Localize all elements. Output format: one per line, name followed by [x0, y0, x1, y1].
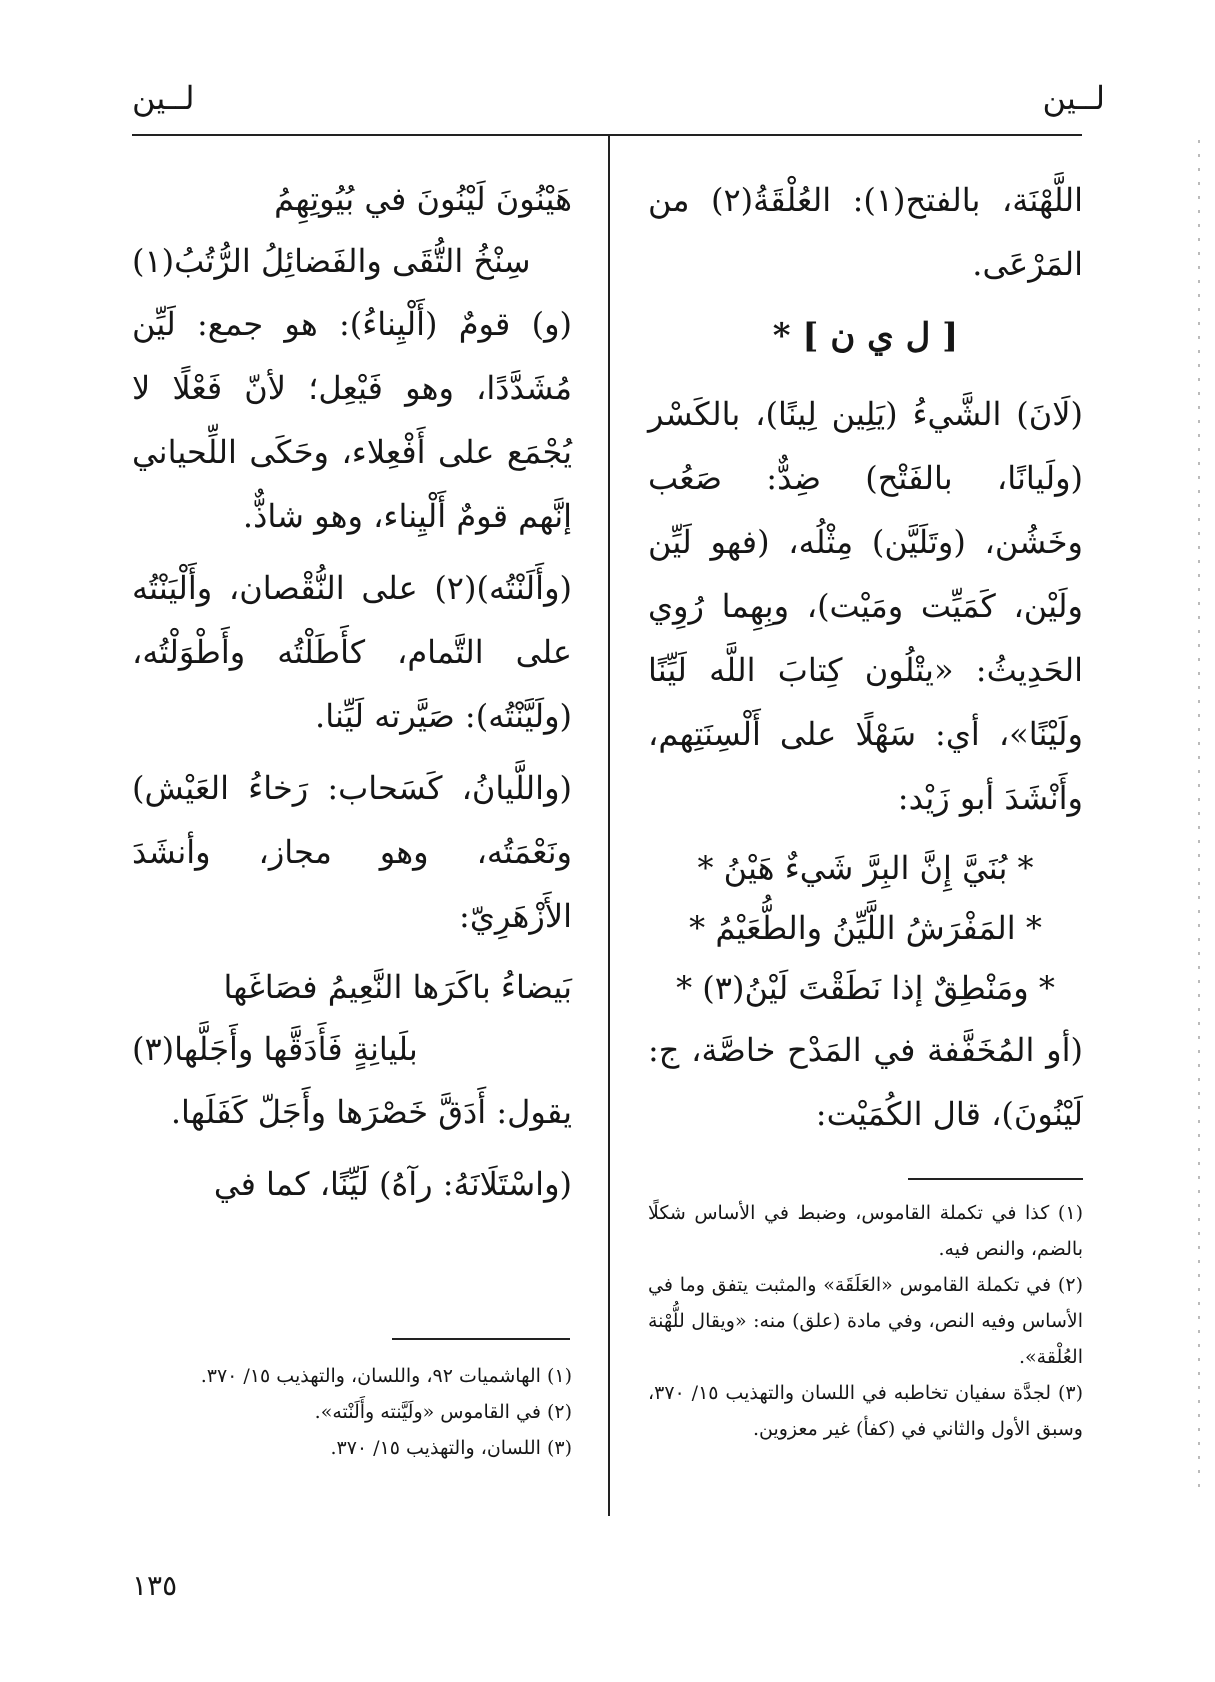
footnote-left-2: (٢) في القاموس «ولَيَّنته وأَلَنْته». — [314, 1401, 572, 1423]
verse-line-3: * ومَنْطِقٌ إذا نَطَقْتَ لَيْنُ(٣) * — [676, 969, 1055, 1007]
azhari-verse-second-half: بلَيانِةٍ فَأَدَقَّها وأَجَلَّها(٣) — [132, 1030, 418, 1068]
right-paragraph-lahna: اللَّهْنَة، بالفتح(١): العُلْقَةُ(٢) من المَرْعَى. — [648, 181, 1083, 283]
page-number: ١٣٥ — [132, 1569, 178, 1602]
left-paragraph-allayan: (واللَّيانُ، كَسَحاب: رَخاءُ العَيْش) ونَعْمَتُه، وهو مجاز، وأنشَدَ الأَزْهَرِيّ: — [132, 769, 572, 935]
kumayt-verse-first-half: هَيْنُونَ لَيْنُونَ في بُيُوتِهِمُ — [274, 180, 572, 218]
margin-dotted-line — [1198, 140, 1200, 1490]
verse-line-1: * بُنَيَّ إِنَّ البِرَّ شَيءٌ هَيْنُ * — [697, 849, 1034, 887]
left-column — [132, 168, 572, 1224]
kumayt-verse-second-half: سِنْخُ التُّقَى والفَضائِلُ الرُّتُبُ(١) — [132, 242, 531, 280]
entry-heading-lyn: [ ل ي ن ] * — [772, 316, 959, 356]
left-paragraph-alantuhu: (وأَلَنْتُه)(٢) على النُّقْصان، وأَلْيَنْتُه على التَّمام، كأَطَلْتُه وأَطْوَلْتُه، (ولَيَّنْتُه): صَيَّرته لَيِّنا. — [132, 569, 572, 735]
verse-line-2: * المَفْرَشُ اللَّيِّنُ والطُّعَيْمُ * — [689, 909, 1042, 947]
right-paragraph-mukhaffafa: (أو المُخَفَّفة في المَدْح خاصَّة، ج: لَيْنُونَ)، قال الكُمَيْت: — [648, 1031, 1083, 1133]
footnote-right-3: (٣) لجدَّة سفيان تخاطبه في اللسان والتهذيب ١٥/ ٣٧٠، وسبق الأول والثاني في (كفأ) غير معزوين. — [648, 1382, 1083, 1440]
azhari-verse-first-half: بَيضاءُ باكَرَها النَّعِيمُ فصَاغَها — [223, 968, 572, 1006]
left-paragraph-yaqul: يقول: أَدَقَّ خَصْرَها وأَجَلّ كَفَلَها. — [170, 1093, 572, 1131]
footnote-right-2: (٢) في تكملة القاموس «العَلَقَة» والمثبت يتفق وما في الأساس وفيه النص، وفي مادة (علق) منه: «ويقال للُّهْنة العُلْقة». — [648, 1274, 1083, 1368]
footnote-rule-left — [392, 1338, 570, 1340]
footnote-rule-right — [908, 1178, 1083, 1180]
left-paragraph-alyina: (و) قومٌ (أَلْيِناءُ): هو جمع: لَيِّن مُشَدَّدًا، وهو فَيْعِل؛ لأنّ فَعْلًا لا يُجْمَع على أَفْعِلاء، وحَكَى اللِّحياني إنَّهم قومٌ أَلْيِناء، وهو شاذٌّ. — [132, 305, 572, 535]
footnote-left-3: (٣) اللسان، والتهذيب ١٥/ ٣٧٠. — [330, 1437, 572, 1459]
right-paragraph-lan: (لَانَ) الشَّيءُ (يَلِين لِينًا)، بالكَسْر (ولَيانًا، بالفَتْح) ضِدٌّ: صَعُب وخَشُن، (وتَلَيَّن) مِثْلُه، (فهو لَيِّن ولَيْن، كَمَيِّت ومَيْت)، وبِهِما رُوِي الحَدِيثُ: «يتْلُون كِتابَ اللَّه لَيِّنًا ولَيْنًا»، أي: سَهْلًا على أَلْسِنَتِهم، وأَنْشَدَ أبو زَيْد: — [648, 395, 1083, 817]
left-paragraph-istalanahu: (واسْتَلَانَهُ: رآهُ) لَيِّنًا، كما في — [213, 1165, 572, 1203]
running-head-left: لــين — [132, 79, 195, 117]
footnote-left-1: (١) الهاشميات ٩٢، واللسان، والتهذيب ١٥/ ٣٧٠. — [200, 1365, 572, 1387]
running-head-right: لــين — [1042, 79, 1105, 117]
header-rule — [132, 134, 1082, 136]
footnote-right-1: (١) كذا في تكملة القاموس، وضبط في الأساس شكلًا بالضم، والنص فيه. — [648, 1202, 1083, 1260]
right-footnotes — [648, 1195, 1083, 1447]
left-footnotes — [132, 1358, 572, 1466]
column-divider — [608, 136, 610, 1516]
right-column — [648, 168, 1083, 1154]
